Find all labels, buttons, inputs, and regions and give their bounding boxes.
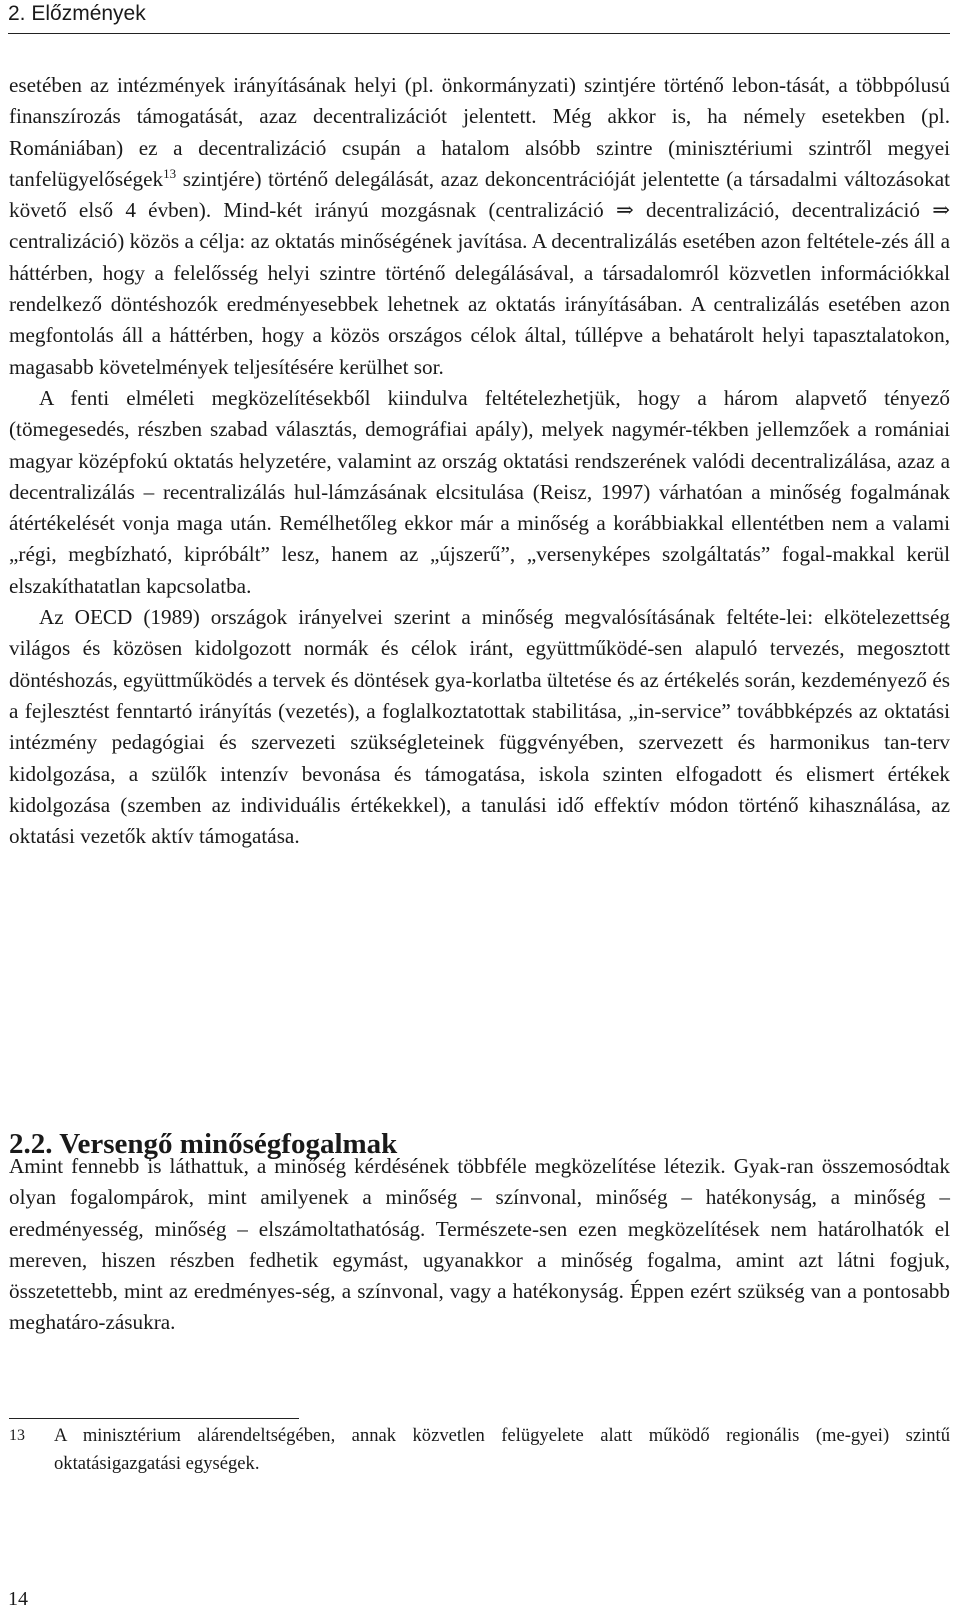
footnote-rule [9, 1418, 299, 1419]
paragraph-1-text-a: esetében az intézmények irányításának helyi (pl. önkormányzati) szintjére történő lebon-tását, a többpólusú finanszírozás támogatását, azaz decentralizációt jelentett. Még akkor is, ha némely esetekben (pl. Romániában) ez a decentralizáció csupán a hatalom alsóbb szintre (minisztériumi szintről megyei tanfelügyelőségek [9, 73, 950, 191]
footnote-number: 13 [9, 1427, 25, 1444]
section-heading: 2.2. Versengő minőségfogalmak [9, 1128, 398, 1160]
paragraph-2: A fenti elméleti megközelítésekből kiindulva feltételezhetjük, hogy a három alapvető tényező (tömegesedés, részben szabad választás, demográfiai apály), melyek nagymér-tékben jellemzőek a romániai magyar középfokú oktatás helyzetére, valamint az ország oktatási rendszerének valódi decentralizálása, azaz a decentralizálás – recentralizálás hul-lámzásának elcsitulása (Reisz, 1997) várhatóan a minőség fogalmának átértékelését vonja maga után. Remélhetőleg ekkor már a minőség a korábbiakkal ellentétben nem a valami „régi, megbízható, kipróbált” lesz, hanem az „újszerű”, „versenyképes szolgáltatás” fogal-makkal kerül elszakíthatatlan kapcsolatba. [9, 385, 950, 598]
footnote-ref[interactable]: 13 [163, 165, 177, 181]
section-paragraph: Amint fennebb is láthattuk, a minőség kérdésének többféle megközelítése létezik. Gyak-ran összemosódtak olyan fogalompárok, mint amilyenek a minőség – színvonal, minőség – hatékonyság, a minőség – eredményesség, minőség – elszámoltathatóság. Természete-sen ezen megközelítések nem határolhatók el mereven, hiszen részben fedhetik egymást, ugyanakkor a minőség fogalma, amint azt látni fogjuk, összetettebb, mint az eredményes-ség, a színvonal, vagy a hatékonyság. Éppen ezért szükség van a pontosabb meghatáro-zásukra. [9, 1154, 950, 1335]
paragraph-1 [9, 70, 950, 383]
page-number: 14 [8, 1588, 28, 1610]
footnote-text: A minisztérium alárendeltségében, annak közvetlen felügyelete alatt működő regionális (me-gyei) szintű oktatásigazgatási egységek. [54, 1425, 950, 1474]
paragraph-3: Az OECD (1989) országok irányelvei szerint a minőség megvalósításának feltéte-lei: elkötelezettség világos és közösen kidolgozott normák és célok iránt, együttműködé-sen alapuló tervezés, megosztott döntéshozás, együttműködés a tervek és döntések gya-korlatba ültetése és az értékelés során, kezdeményező és a fejlesztést fenntartó irányítás (vezetés), a foglalkoztatottak stabilitása, „in-service” továbbképzés az oktatási intézmény pedagógiai és szervezeti szükségleteinek függvényében, szervezett és harmonikus tan-terv kidolgozása, a szülők intenzív bevonása és támogatása, iskola szinten elfogadott és elismert értékek kidolgozása (szemben az individuális értékekkel), a tanulási idő effektív módon történő kihasználása, az oktatási vezetők aktív támogatása. [9, 605, 950, 849]
section-text [9, 1151, 950, 1339]
header-rule [8, 33, 950, 34]
footnote [9, 1422, 950, 1478]
main-text [9, 70, 950, 852]
running-head: 2. Előzmények [8, 2, 146, 25]
paragraph-1-text-b: szintjére) történő delegálását, azaz dekoncentrációját jelentette (a társadalmi változásokat követő első 4 évben). Mind-két irányú mozgásnak (centralizáció ⇒ decentralizáció, decentralizáció ⇒ centralizáció) közös a célja: az oktatás minőségének javítása. A decentralizálás esetében azon feltétele-zés áll a háttérben, hogy a felelősség helyi szintre történő delegálásával, a társadalomról közvetlen információkkal rendelkező döntéshozók eredményesebbek lehetnek az oktatás irányításában. A centralizálás esetében azon megfontolás áll a háttérben, hogy a közös országos célok által, túllépve a behatárolt helyi tapasztalatokon, magasabb követelmények teljesítésére kerülhet sor. [9, 166, 950, 379]
